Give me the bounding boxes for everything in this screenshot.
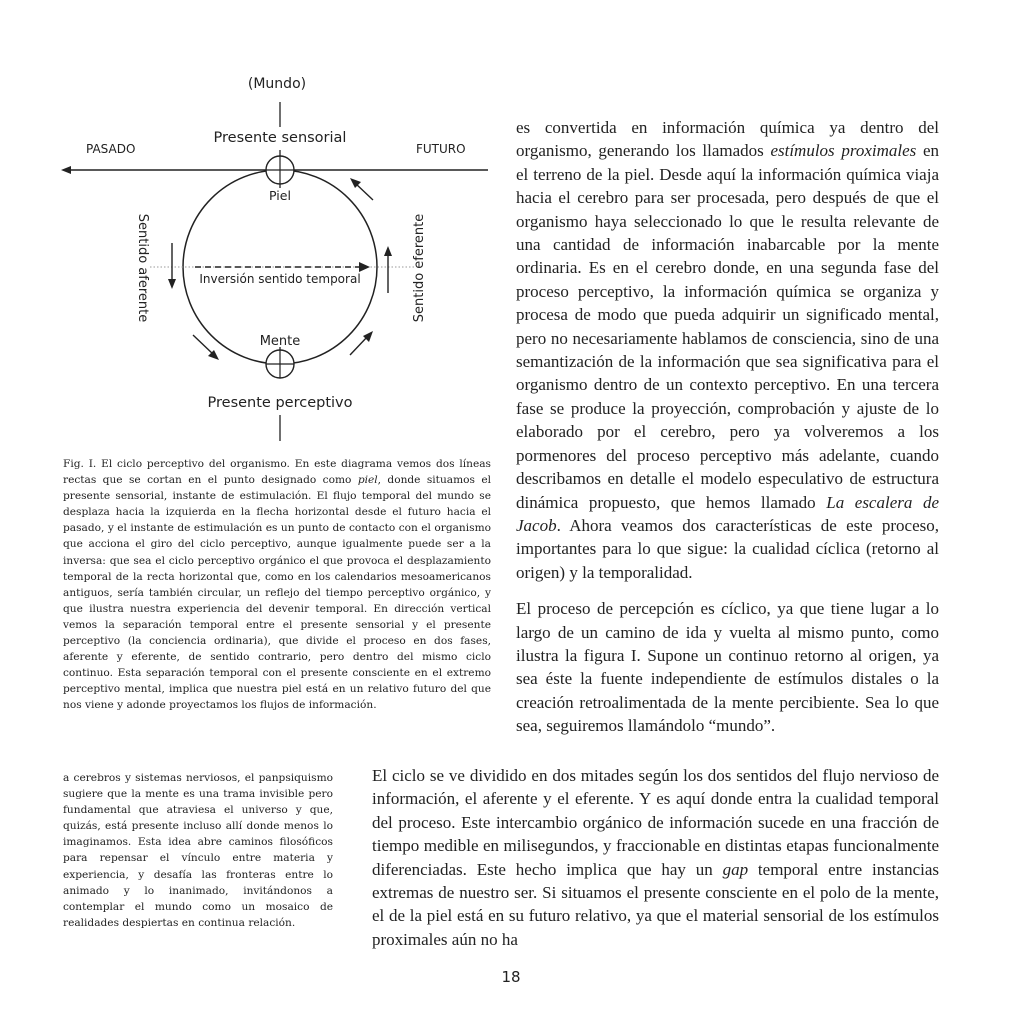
footnote-text: a cerebros y sistemas nerviosos, el panpsiquismo sugiere que la mente es una trama invisible pero fundamental que atraviesa el universo y que, quizás, está presente incluso allí donde menos lo imaginamos. Esta idea abre caminos filosóficos para repensar el vínculo entre materia y experiencia, y desafía las fronteras entre lo animado y lo inanimado, invitándonos a contemplar el mundo como un mosaico de realidades despiertas en continua relación.: [63, 772, 333, 929]
body-paragraph-3: [372, 764, 939, 951]
paragraph-1-italic-jacobs-ladder: La escalera de Jacob: [516, 492, 939, 535]
perceptual-cycle-diagram: [55, 65, 500, 450]
paragraph-3-text-a: El ciclo se ve dividido en dos mitades según los dos sentidos del flujo nervioso de información, el aferente y el eferente. Y es aquí donde entra la cualidad temporal del proceso. Este intercambio orgánico de información sucede en una fracción de tiempo medible en milisegundos, y fraccionable en distintas etapas funcionalmente diferenciadas. Este hecho implica que hay un: [372, 766, 939, 879]
temporal-inversion-arrowhead: [359, 262, 370, 272]
caption-text-2: , donde situamos el presente sensorial, instante de estimulación. El flujo temporal del mundo se desplaza hacia la izquierda en la flecha horizontal desde el futuro hacia el pasado, y el instante de estimulación es un punto de contacto con el organismo que acciona el giro del ciclo perceptivo, aunque igualmente puede ser a la inversa: que sea el ciclo perceptivo orgánico el que provoca el desplazamiento temporal de la recta horizontal que, como en los calendarios mesoamericanos antiguos, sería también circular, un reflejo del tiempo perceptivo orgánico, y que ilustra nuestra experiencia del devenir temporal. En dirección vertical vemos la separación temporal entre el presente sensorial y el presente perceptivo (la conciencia ordinaria), que divide el proceso en dos fases, aferente y eferente, de sentido contrario, pero dentro del mismo ciclo continuo. Esta separación temporal con el presente consciente en el extremo perceptivo mental, implica que nuestra piel está en un relativo futuro del que nos viene y adonde proyectamos los flujos de información.: [63, 474, 492, 712]
temporal-inversion-label: Inversión sentido temporal: [199, 272, 361, 286]
caption-text-1: Fig. I. El ciclo perceptivo del organismo. En este diagrama vemos dos líneas rectas que se cortan en el punto designado como: [63, 458, 491, 487]
figure-caption: [63, 456, 491, 714]
mind-label: Mente: [259, 334, 301, 349]
sensory-present-label: Presente sensorial: [213, 130, 347, 146]
afferent-arrow-left: [168, 243, 176, 289]
paragraph-1-text-b: en el terreno de la piel. Desde aquí la información química viaja hacia el cerebro para ser procesada, pero después de que el organismo haya seleccionado lo que le resulta relevante de una cantidad de información inabarcable por la mente ordinaria. Es en el cerebro donde, en una segunda fase del proceso perceptivo, la información química se organiza y procesa de modo que pueda adquirir un significado mental, pero no necesariamente hablamos de consciencia, sino de una semantización de la información que sea significativa para el organismo dentro de un contexto perceptivo. En una tercera fase se produce la proyección, comprobación y ajuste de lo elaborado por el cerebro, pero ya volveremos a los pormenores del proceso perceptivo más adelante, cuando describamos en detalle el modelo especulativo de estructura dinámica propuesto, que hemos llamado: [516, 141, 940, 512]
paragraph-1-italic-proximal-stimuli: estímulos proximales: [770, 141, 917, 161]
efferent-label: Sentido eferente: [412, 213, 427, 323]
efferent-arrow-right: [384, 246, 392, 293]
paragraph-1-text-a: es convertida en información química ya dentro del organismo, generando los llamados: [516, 118, 939, 161]
page-number: 18: [501, 968, 521, 986]
body-paragraph-2: El proceso de percepción es cíclico, ya que tiene lugar a lo largo de un camino de ida y vuelta al mismo punto, como ilustra la figura I. Supone un continuo retorno al origen, ya sea éste la fuente independiente de estímulos distales o la creación retroalimentada de la mente percibiente. Sea lo que sea, seguiremos llamándolo “mundo”.: [516, 599, 939, 736]
skin-label: Piel: [269, 188, 291, 203]
past-label: PASADO: [86, 142, 136, 156]
caption-italic-term: piel: [357, 474, 378, 487]
bottom-text-column: [372, 764, 939, 951]
future-label: FUTURO: [416, 142, 466, 156]
perceptual-present-label: Presente perceptivo: [207, 395, 353, 411]
right-text-column: [516, 116, 939, 738]
body-paragraph-1: [516, 116, 939, 584]
efferent-arrow-upper-right: [350, 178, 373, 200]
afferent-label: Sentido aferente: [135, 213, 150, 323]
efferent-arrow-lower-right: [350, 331, 373, 355]
paragraph-1-text-c: . Ahora veamos dos características de este proceso, importantes para lo que sigue: la cualidad cíclica (retorno al origen) y la temporalidad.: [516, 515, 939, 582]
world-label: (Mundo): [247, 76, 307, 92]
paragraph-3-text-b: temporal entre instancias extremas de nuestro ser. Si situamos el presente consciente en el polo de la mente, el de la piel está en su futuro relativo, ya que el material sensorial de los estímulos proximales aún no ha: [372, 859, 940, 949]
paragraph-3-italic-gap: gap: [722, 859, 749, 879]
time-axis-arrowhead: [61, 166, 71, 174]
